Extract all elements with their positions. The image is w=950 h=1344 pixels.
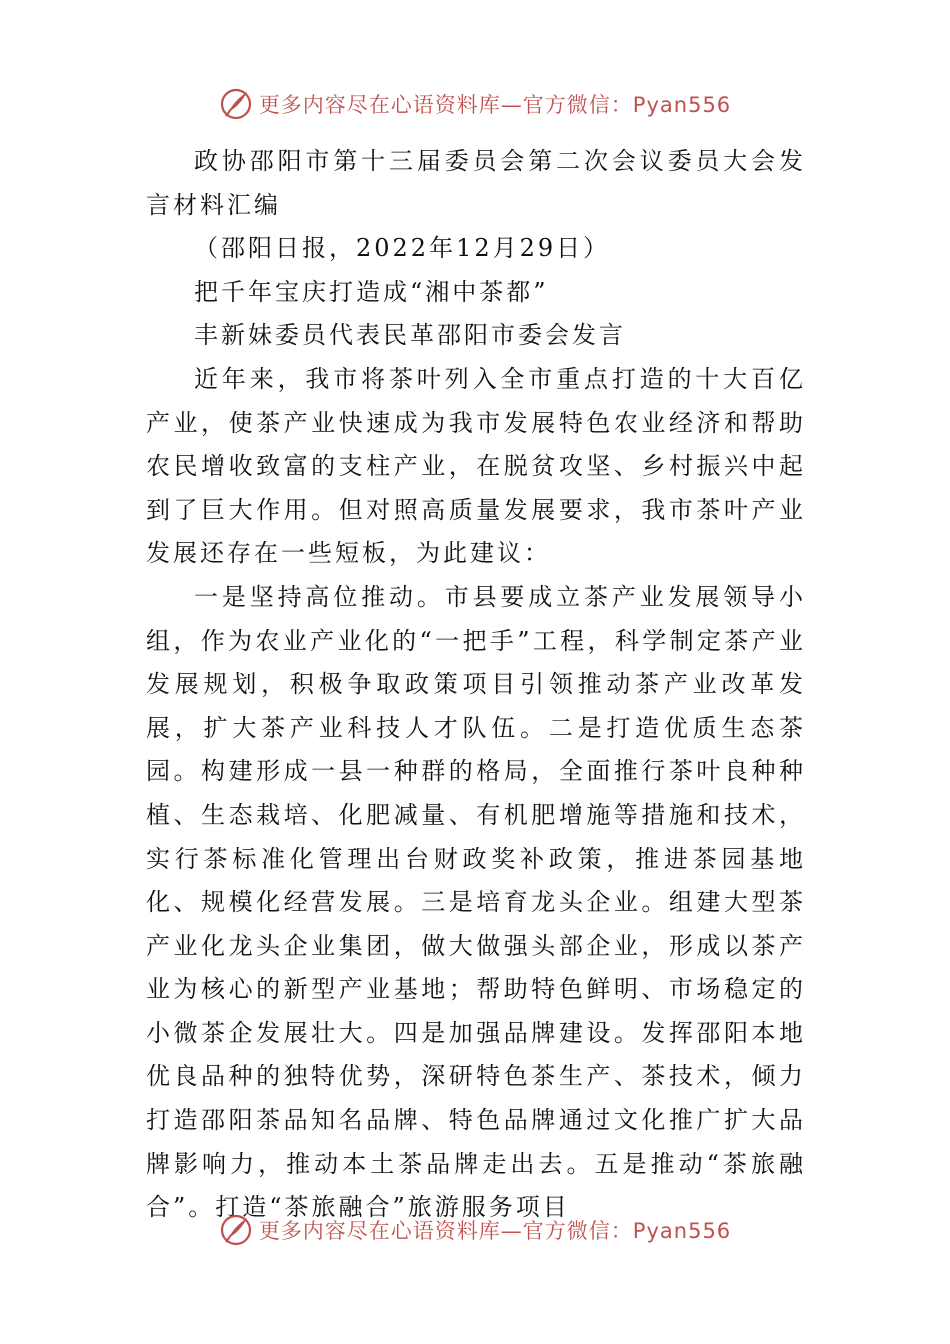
document-body — [146, 140, 806, 1230]
speaker-line: 丰新妹委员代表民革邵阳市委会发言 — [194, 321, 626, 350]
body-paragraph: 一是坚持高位推动。市县要成立茶产业发展领导小组，作为农业产业化的“一把手”工程，科学制定茶产业发展规划，积极争取政策项目引领推动茶产业改革发展，扩大茶产业科技人才队伍。二是打造优质生态茶园。构建形成一县一种群的格局，全面推行茶叶良种种植、生态栽培、化肥减量、有机肥增施等措施和技术，实行茶标准化管理出台财政奖补政策，推进茶园基地化、规模化经营发展。三是培育龙头企业。组建大型茶产业化龙头企业集团，做大做强头部企业，形成以茶产业为核心的新型产业基地；帮助特色鲜明、市场稳定的小微茶企发展壮大。四是加强品牌建设。发挥邵阳本地优良品种的独特优势，深研特色茶生产、茶技术，倾力打造邵阳茶品知名品牌、特色品牌通过文化推广扩大品牌影响力，推动本土茶品牌走出去。五是推动“茶旅融合”。打造“茶旅融合”旅游服务项目 — [146, 582, 806, 1222]
watermark-banner-bottom — [0, 1210, 950, 1250]
watermark-text: 更多内容尽在心语资料库—官方微信：Pyan556 — [258, 1219, 732, 1243]
quill-pen-logo-icon — [219, 87, 253, 121]
document-source: （邵阳日报，2022年12月29日） — [194, 234, 611, 263]
watermark-banner-top — [0, 84, 950, 124]
speech-title: 把千年宝庆打造成“湘中茶都” — [194, 277, 549, 306]
quill-pen-logo-icon — [219, 1213, 253, 1247]
body-paragraph: 近年来，我市将茶叶列入全市重点打造的十大百亿产业，使茶产业快速成为我市发展特色农业经济和帮助农民增收致富的支柱产业，在脱贫攻坚、乡村振兴中起到了巨大作用。但对照高质量发展要求，我市茶叶产业发展还存在一些短板，为此建议： — [146, 364, 806, 568]
document-title: 政协邵阳市第十三届委员会第二次会议委员大会发言材料汇编 — [146, 147, 806, 219]
watermark-text: 更多内容尽在心语资料库—官方微信：Pyan556 — [258, 93, 732, 117]
